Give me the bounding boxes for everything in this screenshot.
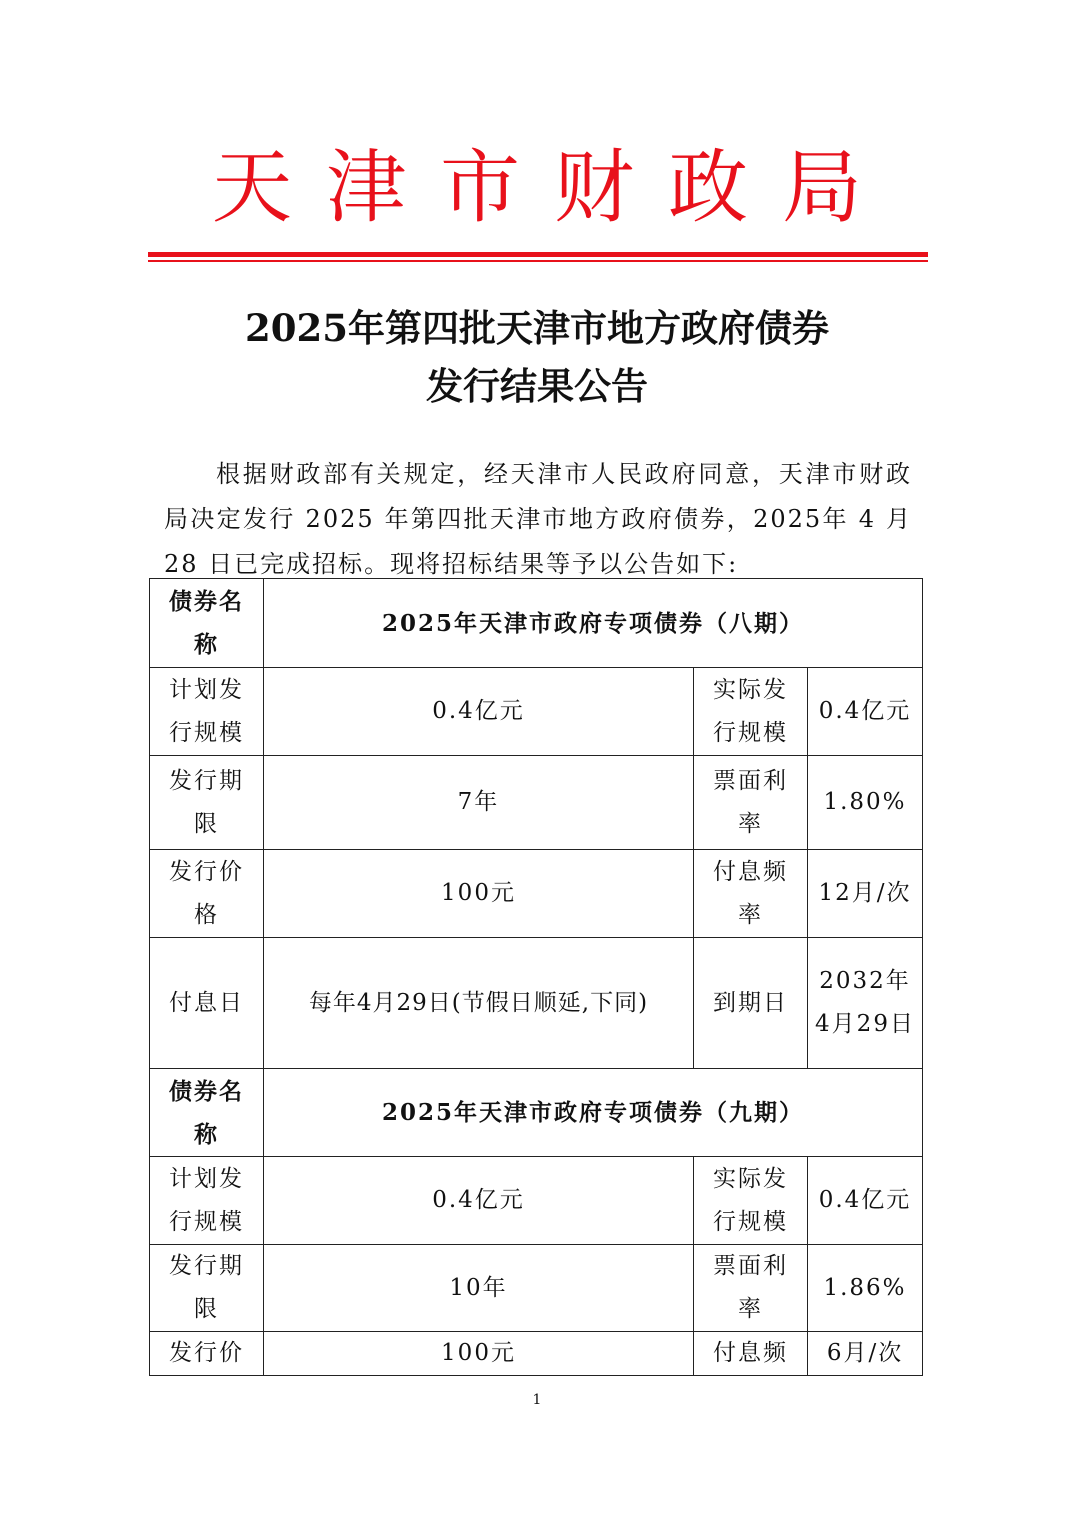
coupon-rate-value: 1.80% bbox=[808, 756, 923, 850]
issue-price-label: 发行价 bbox=[150, 1332, 264, 1376]
bond-name: 2025年天津市政府专项债券（八期） bbox=[264, 579, 923, 668]
coupon-rate-label: 票面利率 bbox=[694, 1245, 808, 1332]
payment-frequency-label: 付息频率 bbox=[694, 850, 808, 938]
issue-price-value: 100元 bbox=[264, 850, 694, 938]
red-divider-thin bbox=[148, 260, 928, 262]
coupon-rate-label: 票面利率 bbox=[694, 756, 808, 850]
table-row bbox=[150, 1157, 923, 1245]
document-title-line2: 发行结果公告 bbox=[426, 364, 648, 408]
table-row bbox=[150, 668, 923, 756]
payment-frequency-label: 付息频 bbox=[694, 1332, 808, 1376]
payment-date-label: 付息日 bbox=[150, 938, 264, 1069]
actual-scale-value: 0.4亿元 bbox=[808, 1157, 923, 1245]
issue-price-value: 100元 bbox=[264, 1332, 694, 1376]
term-value: 7年 bbox=[264, 756, 694, 850]
actual-scale-label: 实际发行规模 bbox=[694, 1157, 808, 1245]
planned-scale-value: 0.4亿元 bbox=[264, 1157, 694, 1245]
table-row bbox=[150, 1245, 923, 1332]
table-row bbox=[150, 938, 923, 1069]
coupon-rate-value: 1.86% bbox=[808, 1245, 923, 1332]
bond-results-table bbox=[149, 578, 923, 1376]
table-row bbox=[150, 850, 923, 938]
planned-scale-label: 计划发行规模 bbox=[150, 1157, 264, 1245]
actual-scale-value: 0.4亿元 bbox=[808, 668, 923, 756]
term-label: 发行期限 bbox=[150, 756, 264, 850]
bond-name-label: 债券名称 bbox=[150, 579, 264, 668]
payment-date-value: 每年4月29日(节假日顺延,下同) bbox=[264, 938, 694, 1069]
payment-frequency-value: 12月/次 bbox=[808, 850, 923, 938]
table-row bbox=[150, 756, 923, 850]
table-row bbox=[150, 1069, 923, 1157]
table-row bbox=[150, 1332, 923, 1376]
payment-frequency-value: 6月/次 bbox=[808, 1332, 923, 1376]
masthead-org-name: 天津市财政局 bbox=[212, 141, 896, 234]
actual-scale-label: 实际发行规模 bbox=[694, 668, 808, 756]
table-row bbox=[150, 579, 923, 668]
term-label: 发行期限 bbox=[150, 1245, 264, 1332]
red-divider-thick bbox=[148, 252, 928, 257]
planned-scale-value: 0.4亿元 bbox=[264, 668, 694, 756]
intro-text: 根据财政部有关规定，经天津市人民政府同意，天津市财政局决定发行 2025 年第四批天津市地方政府债券，2025年 4 月 28 日已完成招标。现将招标结果等予以公告如下: bbox=[164, 460, 912, 578]
planned-scale-label: 计划发行规模 bbox=[150, 668, 264, 756]
bond-name: 2025年天津市政府专项债券（九期） bbox=[264, 1069, 923, 1157]
issue-price-label: 发行价格 bbox=[150, 850, 264, 938]
term-value: 10年 bbox=[264, 1245, 694, 1332]
intro-paragraph bbox=[164, 452, 912, 587]
maturity-date-label: 到期日 bbox=[694, 938, 808, 1069]
document-title-line1: 2025年第四批天津市地方政府债券 bbox=[245, 306, 829, 350]
maturity-date-value: 2032年4月29日 bbox=[808, 938, 923, 1069]
bond-name-label: 债券名称 bbox=[150, 1069, 264, 1157]
page-number: 1 bbox=[532, 1392, 542, 1408]
